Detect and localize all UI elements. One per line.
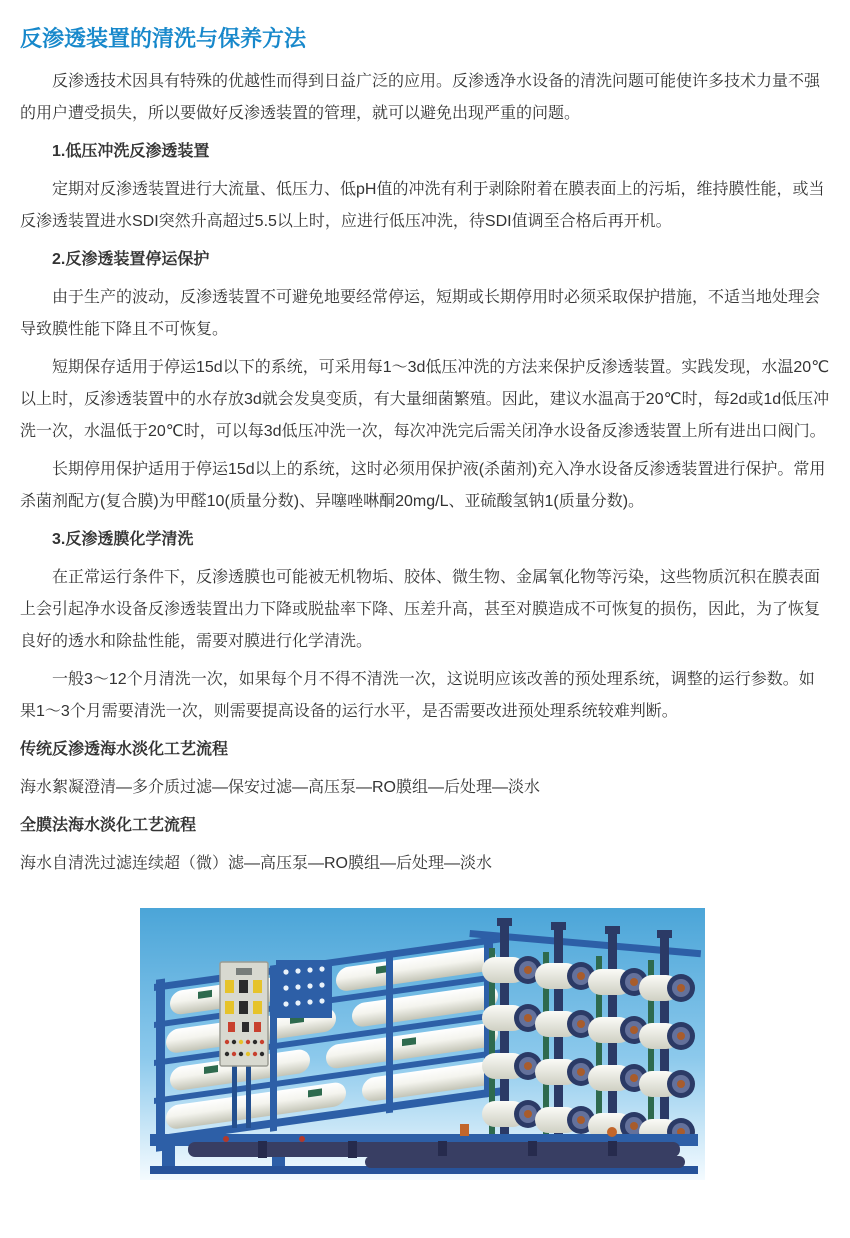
perforated-panel	[276, 960, 332, 1018]
intro-paragraph: 反渗透技术因具有特殊的优越性而得到日益广泛的应用。反渗透净水设备的清洗问题可能使许多技术力量不强的用户遭受损失，所以要做好反渗透装置的管理，就可以避免出现严重的问题。	[20, 73, 821, 122]
process-2-heading: 全膜法海水淡化工艺流程	[20, 817, 197, 834]
process-1-heading: 传统反渗透海水淡化工艺流程	[20, 741, 229, 758]
ro-equipment-photo	[140, 908, 705, 1180]
section-3-paragraph-2: 一般3～12个月清洗一次，如果每个月不得不清洗一次，这说明应该改善的预处理系统，调整的运行参数。如果1～3个月需要清洗一次，则需要提高设备的运行水平，是否需要改进预处理系统较难判断。	[20, 671, 815, 720]
page-title: 反渗透装置的清洗与保养方法	[20, 26, 307, 51]
valve-orange	[607, 1127, 617, 1137]
valve-orange	[460, 1124, 469, 1136]
section-2-paragraph-2: 短期保存适用于停运15d以下的系统，可采用每1～3d低压冲洗的方法来保护反渗透装置。实践发现，水温20℃以上时，反渗透装置中的水存放3d就会发臭变质，有大量细菌繁殖。因此，建议水温高于20℃时，每2d或1d低压冲洗一次，水温低于20℃时，可以每3d低压冲洗一次，每次冲洗完后需关闭净水设备反渗透装置上所有进出口阀门。	[20, 359, 830, 440]
ro-unit-illustration	[140, 908, 705, 1180]
process-1-flow: 海水絮凝澄清—多介质过滤—保安过滤—高压泵—RO膜组—后处理—淡水	[20, 779, 541, 796]
section-3-paragraph-1: 在正常运行条件下，反渗透膜也可能被无机物垢、胶体、微生物、金属氧化物等污染，这些物质沉积在膜表面上会引起净水设备反渗透装置出力下降或脱盐率下降、压差升高，甚至对膜造成不可恢复的损伤，因此，为了恢复良好的透水和除盐性能，需要对膜进行化学清洗。	[20, 569, 821, 650]
section-2-paragraph-3: 长期停用保护适用于停运15d以上的系统，这时必须用保护液(杀菌剂)充入净水设备反渗透装置进行保护。常用杀菌剂配方(复合膜)为甲醛10(质量分数)、异噻唑啉酮20mg/L、亚硫酸氢钠1(质量分数)。	[20, 461, 826, 510]
section-1-paragraph: 定期对反渗透装置进行大流量、低压力、低pH值的冲洗有利于剥除附着在膜表面上的污垢，维持膜性能，或当反渗透装置进水SDI突然升高超过5.5以上时，应进行低压冲洗，待SDI值调至合格后再开机。	[20, 181, 825, 230]
section-2-heading: 2.反渗透装置停运保护	[52, 251, 210, 268]
section-1-heading: 1.低压冲洗反渗透装置	[52, 143, 210, 160]
process-2-flow: 海水自清洗过滤连续超（微）滤—高压泵—RO膜组—后处理—淡水	[20, 855, 493, 872]
section-3-heading: 3.反渗透膜化学清洗	[52, 531, 194, 548]
section-2-paragraph-1: 由于生产的波动，反渗透装置不可避免地要经常停运，短期或长期停用时必须采取保护措施，不适当地处理会导致膜性能下降且不可恢复。	[20, 289, 821, 338]
